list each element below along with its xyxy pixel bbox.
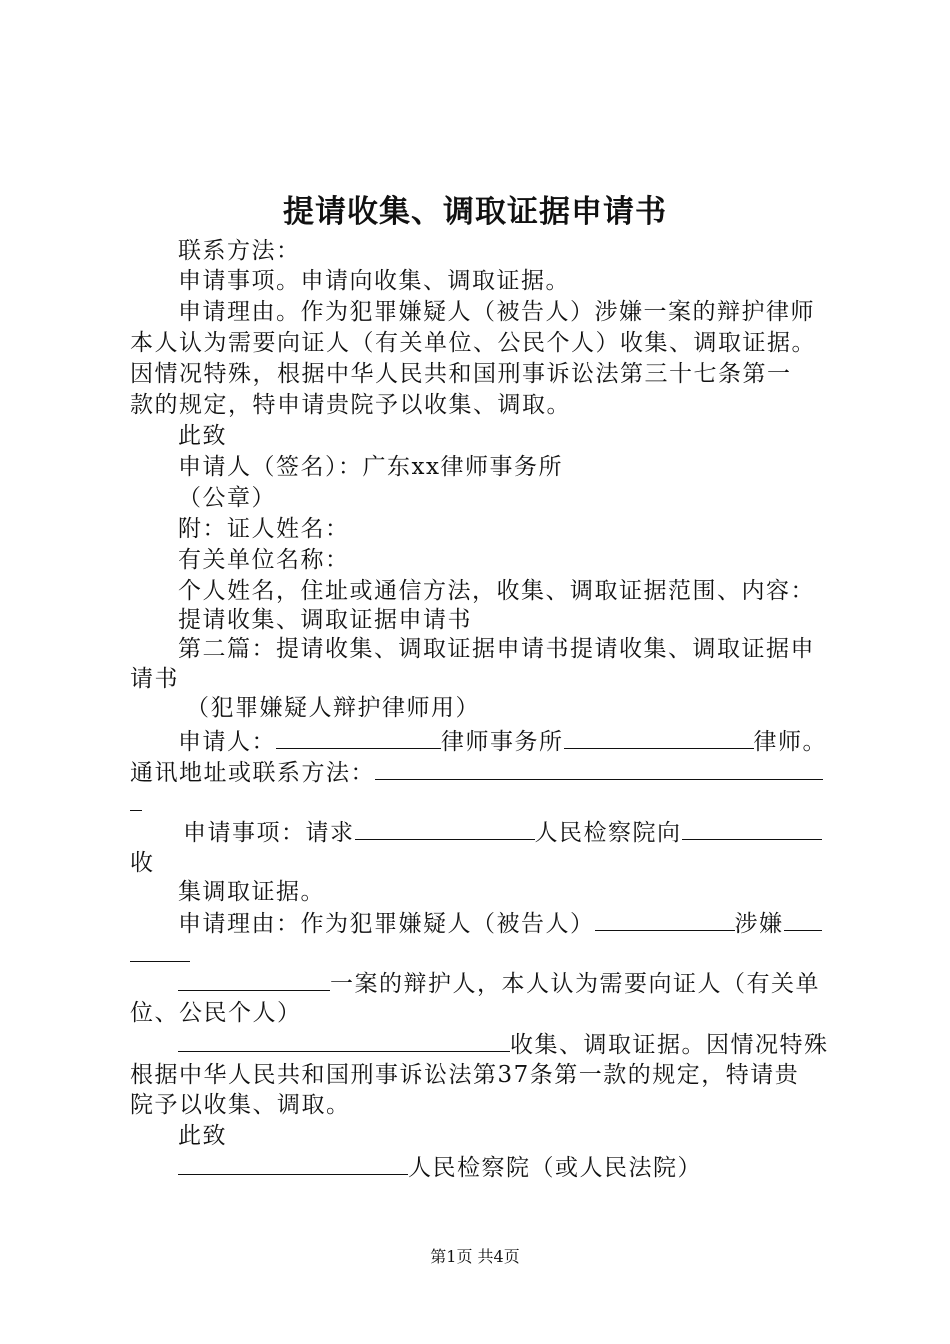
target-blank[interactable] bbox=[682, 817, 822, 840]
charge-blank[interactable] bbox=[784, 908, 822, 931]
address-continuation bbox=[130, 788, 142, 819]
procuratorate-blank[interactable] bbox=[355, 817, 535, 840]
address-blank-continued[interactable] bbox=[130, 788, 142, 811]
reason-line-4: 款的规定，特申请贵院予以收集、调取。 bbox=[130, 392, 571, 418]
recipient-blank[interactable] bbox=[178, 1152, 408, 1175]
lawyer-label: 律师。 bbox=[753, 729, 827, 755]
second-chapter-line-1: 第二篇：提请收集、调取证据申请书提请收集、调取证据申 bbox=[178, 636, 815, 662]
defender-text: 一案的辩护人，本人认为需要向证人（有关单 bbox=[330, 971, 820, 997]
collect-evidence-line: 集调取证据。 bbox=[178, 879, 325, 905]
request-line bbox=[183, 817, 822, 848]
usage-note-line: （犯罪嫌疑人辩护律师用） bbox=[186, 695, 480, 721]
case-blank[interactable] bbox=[178, 968, 330, 991]
reason-label: 申请理由：作为犯罪嫌疑人（被告人） bbox=[178, 911, 595, 937]
charge-continuation bbox=[130, 939, 190, 970]
collect-line: 收 bbox=[130, 850, 155, 876]
suspect-blank[interactable] bbox=[595, 908, 735, 931]
personal-info-line: 个人姓名，住址或通信方法，收集、调取证据范围、内容： bbox=[178, 578, 815, 604]
reason-line-1: 申请理由。作为犯罪嫌疑人（被告人）涉嫌一案的辩护律师 bbox=[178, 299, 815, 325]
salutation-line: 此致 bbox=[178, 423, 227, 449]
law-firm-label: 律师事务所 bbox=[441, 729, 564, 755]
address-blank[interactable] bbox=[375, 757, 823, 780]
reason-line-2: 本人认为需要向证人（有关单位、公民个人）收集、调取证据。 bbox=[130, 330, 816, 356]
reason-line-3: 因情况特殊，根据中华人民共和国刑事诉讼法第三十七条第一 bbox=[130, 361, 792, 387]
law-firm-blank[interactable] bbox=[564, 726, 754, 749]
official-seal-line: （公章） bbox=[178, 485, 276, 511]
reason-line-b bbox=[178, 968, 820, 999]
address-line bbox=[130, 757, 823, 788]
application-item-line: 申请事项。申请向收集、调取证据。 bbox=[178, 268, 570, 294]
applicant-line bbox=[178, 726, 827, 757]
request-label: 申请事项：请求 bbox=[183, 820, 355, 846]
unit-name-line: 有关单位名称： bbox=[178, 547, 350, 573]
reason-line-a bbox=[178, 908, 822, 939]
second-chapter-line-2: 请书 bbox=[130, 666, 179, 692]
applicant-label: 申请人： bbox=[178, 729, 276, 755]
reason-line-e: 根据中华人民共和国刑事诉讼法第37条第一款的规定，特请贵 bbox=[130, 1062, 800, 1088]
salutation-line-2: 此致 bbox=[178, 1123, 227, 1149]
applicant-blank[interactable] bbox=[276, 726, 441, 749]
reason-line-c: 位、公民个人） bbox=[130, 1000, 302, 1026]
address-label: 通讯地址或联系方法： bbox=[130, 760, 375, 786]
page-title: 提请收集、调取证据申请书 bbox=[283, 194, 667, 230]
repeat-title-line: 提请收集、调取证据申请书 bbox=[178, 607, 472, 633]
contact-line: 联系方法： bbox=[178, 238, 301, 264]
suspected-label: 涉嫌 bbox=[734, 911, 784, 937]
recipient-text: 人民检察院（或人民法院） bbox=[408, 1155, 702, 1181]
witness-name-line: 附：证人姓名： bbox=[178, 516, 350, 542]
reason-line-d bbox=[178, 1029, 829, 1060]
reason-line-f: 院予以收集、调取。 bbox=[130, 1092, 351, 1118]
collect-text: 收集、调取证据。因情况特殊 bbox=[510, 1032, 829, 1058]
recipient-line bbox=[178, 1152, 702, 1183]
applicant-signature-line: 申请人（签名）：广东xx律师事务所 bbox=[178, 454, 563, 480]
witness-blank[interactable] bbox=[178, 1029, 510, 1052]
procuratorate-label: 人民检察院向 bbox=[534, 820, 682, 846]
page-number: 第1页 共4页 bbox=[430, 1247, 520, 1266]
charge-blank-continued[interactable] bbox=[130, 939, 190, 962]
